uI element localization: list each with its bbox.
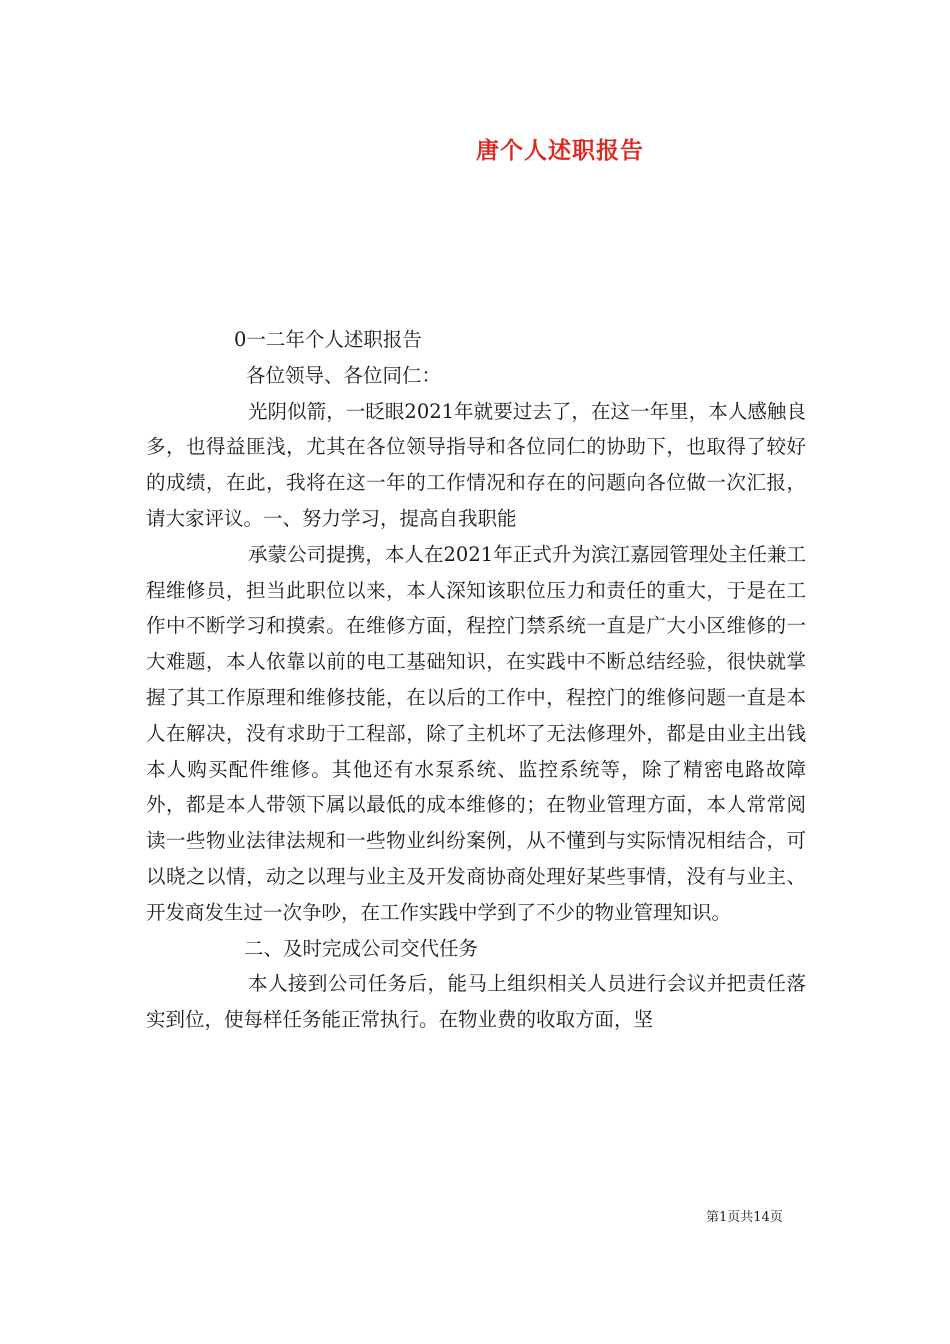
paragraph-intro: 光阴似箭，一眨眼2021年就要过去了，在这一年里，本人感触良多，也得益匪浅，尤其在各位领导指导和各位同仁的协助下，也取得了较好的成绩，在此，我将在这一年的工作情况和存在的问题向各位做一次汇报，请大家评议。一、努力学习，提高自我职能 xyxy=(146,399,806,530)
document-title: 唐个人述职报告 xyxy=(476,137,644,164)
paragraph-study: 承蒙公司提携，本人在2021年正式升为滨江嘉园管理处主任兼工程维修员，担当此职位以来，本人深知该职位压力和责任的重大，于是在工作中不断学习和摸索。在维修方面，程控门禁系统一直是广大小区维修的一大难题，本人依靠以前的电工基础知识，在实践中不断总结经验，很快就掌握了其工作原理和维修技能，在以后的工作中，程控门的维修问题一直是本人在解决，没有求助于工程部，除了主机坏了无法修理外，都是由业主出钱本人购买配件维修。其他还有水泵系统、监控系统等，除了精密电路故障外，都是本人带领下属以最低的成本维修的；在物业管理方面，本人常常阅读一些物业法律法规和一些物业纠纷案例，从不懂到与实际情况相结合，可以晓之以情，动之以理与业主及开发商协商处理好某些事情，没有与业主、开发商发生过一次争吵，在工作实践中学到了不少的物业管理知识。 xyxy=(146,542,806,924)
section-heading: 二、及时完成公司交代任务 xyxy=(244,936,479,960)
document-subtitle: 0一二年个人述职报告 xyxy=(234,328,422,351)
paragraph-tasks: 本人接到公司任务后，能马上组织相关人员进行会议并把责任落实到位，使每样任务能正常执行。在物业费的收取方面，坚 xyxy=(146,972,806,1032)
salutation: 各位领导、各位同仁： xyxy=(246,363,442,387)
page-number: 第1页共14页 xyxy=(706,1210,783,1225)
document-body xyxy=(146,322,806,1038)
